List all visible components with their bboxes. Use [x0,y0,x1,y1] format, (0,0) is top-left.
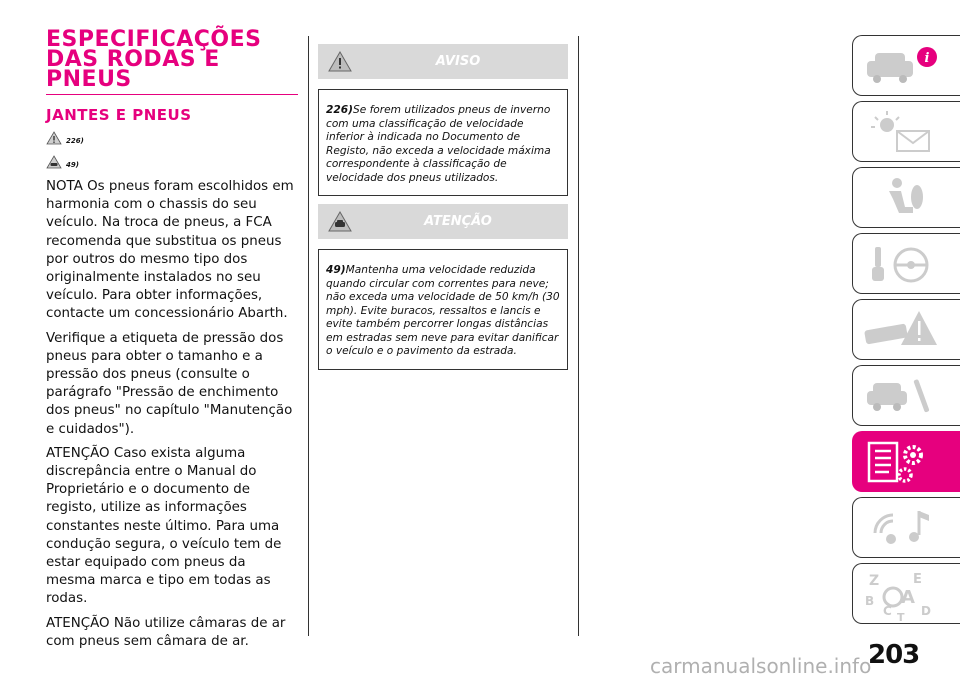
svg-text:i: i [924,51,930,66]
car-wrench-icon [861,371,951,421]
warning-ref [46,128,298,148]
paragraph-nota: NOTA Os pneus foram escolhidos em harmonia com o chassis do seu veículo. Na troca de pneus, a FCA recomenda que substitua os pneus por outros do mesmo tipo dos originalmente instalados no seu veículo. Para obter informações, contacte um concessionário Abarth. [46,179,294,322]
tab-maintenance[interactable] [852,365,960,426]
tab-starting-driving[interactable] [852,233,960,294]
page-number: 203 [868,640,920,670]
atencao-title: ATENÇÃO [424,214,492,229]
atencao-body [318,249,568,370]
tab-warning-lights[interactable] [852,101,960,162]
tab-safety[interactable] [852,167,960,228]
paragraph-atencao-camaras: ATENÇÃO Não utilize câmaras de ar com pneus sem câmara de ar. [46,615,286,649]
title-rule [46,94,298,95]
middle-column [318,44,568,370]
warning-ref-label[interactable]: 226) [66,137,84,145]
svg-text:Z: Z [869,573,880,589]
tab-car-info[interactable] [852,35,960,96]
left-column [46,27,298,651]
multimedia-music-icon [861,503,951,553]
alphabetical-index-icon [861,569,951,621]
section-subtitle: JANTES E PNEUS [46,106,192,124]
tab-specifications[interactable] [852,431,960,492]
svg-text:T: T [897,611,905,621]
caution-ref [46,152,298,172]
warning-light-envelope-icon [861,107,951,157]
column-divider-left [308,36,309,636]
aviso-title: AVISO [435,54,481,69]
specifications-gear-icon [861,437,951,489]
caution-ref-label[interactable]: 49) [66,161,79,169]
tab-index[interactable] [852,563,960,624]
paragraph-atencao-discrepancia: ATENÇÃO Caso exista alguma discrepância entre o Manual do Proprietário e o documento de registo, utilize as informações constantes neste último. Para uma condução segura, o veículo tem de estar equipado com pneus da mesma marca e tipo em todas as rodas. [46,445,282,607]
key-steering-wheel-icon [861,239,951,289]
watermark: carmanualsonline.info [650,654,872,678]
aviso-header [318,44,568,79]
aviso-number: 226) [326,104,353,116]
page-title: ESPECIFICAÇÕES DAS RODAS E PNEUS [46,27,262,92]
svg-text:C: C [883,604,892,618]
column-divider-right [578,36,579,636]
caution-car-icon [46,155,62,169]
tab-emergency[interactable] [852,299,960,360]
atencao-header [318,204,568,239]
car-crash-warning-icon [861,305,951,355]
airbag-seat-icon [861,173,951,223]
svg-text:D: D [921,604,931,618]
tab-multimedia[interactable] [852,497,960,558]
paragraph-etiqueta: Verifique a etiqueta de pressão dos pneus para obter o tamanho e a pressão dos pneus (consulte o parágrafo "Pressão de enchimento dos pneus" no capítulo "Manutenção e cuidados"). [46,330,293,437]
atencao-number: 49) [326,264,346,276]
aviso-text: Se forem utilizados pneus de inverno com uma classificação de velocidade inferior à indicada no Documento de Registo, não exceda a velocidade máxima correspondente à classificação de velocidade dos pneus utilizados. [326,104,551,184]
aviso-body [318,89,568,196]
svg-text:E: E [913,572,922,587]
svg-text:B: B [865,594,875,608]
svg-text:A: A [901,587,915,608]
warning-triangle-icon [46,131,62,145]
atencao-text: Mantenha uma velocidade reduzida quando circular com correntes para neve; não exceda uma velocidade de 50 km/h (30 mph). Evite buracos, ressaltos e lancis e evite também percorrer longas distâncias em estradas sem neve para evitar danificar o veículo e o pavimento da estrada. [326,264,560,357]
car-info-icon [861,41,951,91]
